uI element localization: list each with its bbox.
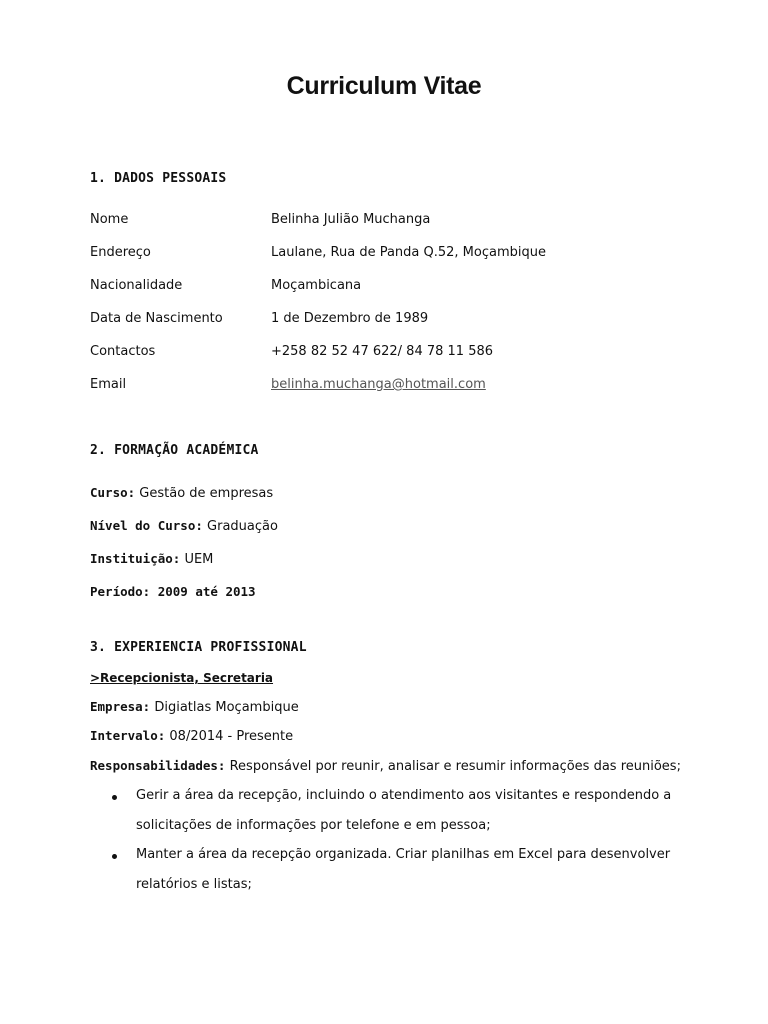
email-link[interactable]: belinha.muchanga@hotmail.com	[271, 377, 486, 392]
label-data-nascimento: Data de Nascimento	[90, 311, 223, 326]
responsabilidades-label: Responsabilidades:	[90, 758, 226, 773]
curso-label: Curso:	[90, 485, 136, 500]
bullet-2-line-1: Manter a área da recepção organizada. Criar planilhas em Excel para desenvolver	[136, 847, 671, 862]
empresa-line	[90, 699, 299, 715]
empresa-value: Digiatlas Moçambique	[154, 700, 299, 715]
value-data-nascimento: 1 de Dezembro de 1989	[271, 311, 429, 326]
label-nacionalidade: Nacionalidade	[90, 278, 183, 293]
intervalo-value: 08/2014 - Presente	[169, 729, 294, 744]
section-heading-dados-pessoais: 1. DADOS PESSOAIS	[90, 171, 227, 186]
responsabilidades-line	[90, 758, 681, 774]
instituicao-value: UEM	[184, 552, 214, 567]
nivel-line	[90, 518, 278, 534]
bullet-2-line-2: relatórios e listas;	[136, 877, 252, 892]
value-endereco: Laulane, Rua de Panda Q.52, Moçambique	[271, 245, 546, 260]
bullet-dot	[112, 795, 117, 800]
bullet-1-line-1: Gerir a área da recepção, incluindo o atendimento aos visitantes e respondendo a	[136, 788, 672, 803]
nivel-label: Nível do Curso:	[90, 518, 203, 533]
label-nome: Nome	[90, 212, 129, 227]
responsabilidades-value: Responsável por reunir, analisar e resumir informações das reuniões;	[229, 759, 681, 774]
label-contactos: Contactos	[90, 344, 156, 359]
document-title: Curriculum Vitae	[286, 72, 482, 100]
label-endereco: Endereço	[90, 245, 151, 260]
value-contactos: +258 82 52 47 622/ 84 78 11 586	[271, 344, 494, 359]
bullet-1-line-2: solicitações de informações por telefone e em pessoa;	[136, 818, 491, 833]
intervalo-line	[90, 728, 293, 744]
instituicao-line	[90, 551, 213, 567]
job-title: >Recepcionista, Secretaria	[90, 671, 274, 685]
empresa-label: Empresa:	[90, 699, 151, 714]
label-email: Email	[90, 377, 127, 392]
curso-line	[90, 485, 273, 501]
value-nome: Belinha Julião Muchanga	[271, 212, 431, 227]
nivel-value: Graduação	[207, 519, 278, 534]
intervalo-label: Intervalo:	[90, 728, 166, 743]
instituicao-label: Instituição:	[90, 551, 181, 566]
bullet-dot	[112, 854, 117, 859]
section-heading-experiencia: 3. EXPERIENCIA PROFISSIONAL	[90, 640, 307, 655]
value-nacionalidade: Moçambicana	[271, 278, 362, 293]
periodo-line: Período: 2009 até 2013	[90, 584, 256, 599]
curso-value: Gestão de empresas	[139, 486, 274, 501]
section-heading-formacao-academica: 2. FORMAÇÃO ACADÉMICA	[90, 443, 259, 458]
